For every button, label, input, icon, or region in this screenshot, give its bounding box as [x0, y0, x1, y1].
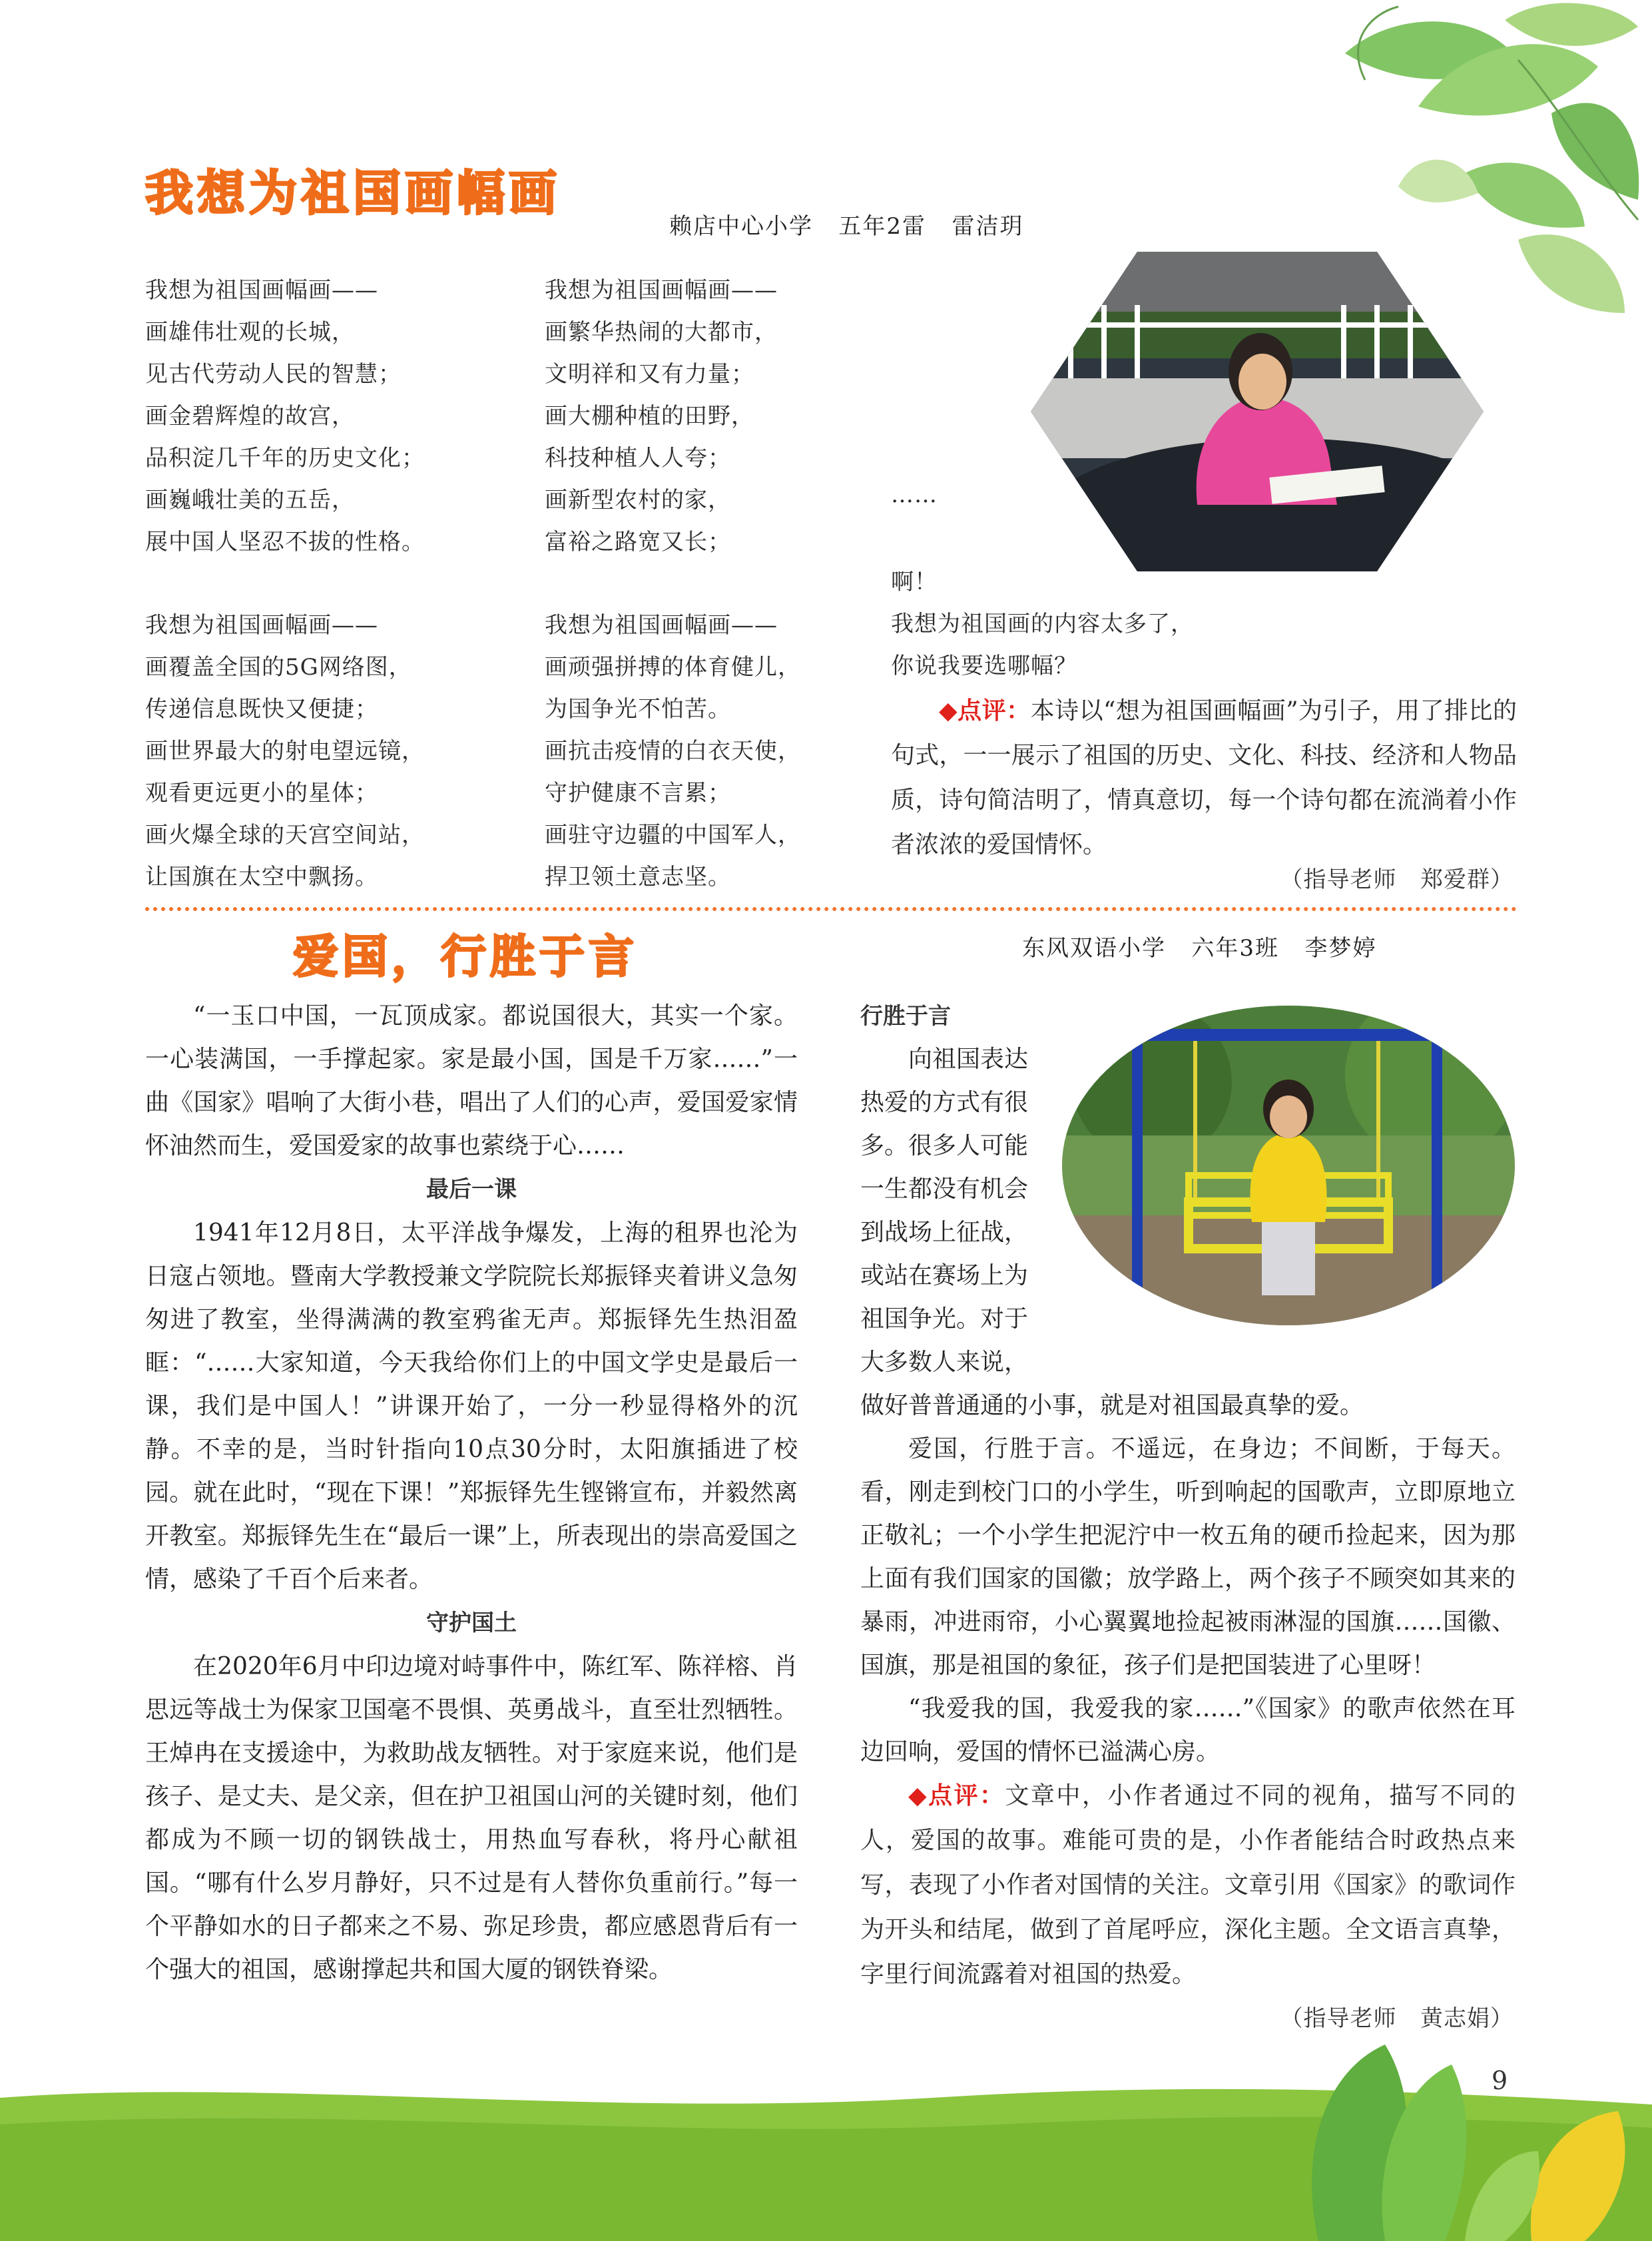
poem-line: 画巍峨壮美的五岳， — [145, 487, 355, 513]
poem-line: 让国旗在太空中飘扬。 — [145, 864, 378, 890]
poem-line: 画抗击疫情的白衣天使， — [545, 738, 801, 765]
poem-stanza-3 — [145, 605, 425, 898]
poem-line: 富裕之路宽又长； — [545, 529, 731, 555]
poem-line: 见古代劳动人民的智慧； — [145, 361, 402, 388]
poem-line: 品积淀几千年的历史文化； — [145, 445, 425, 472]
article2-right-column — [860, 1384, 1515, 1997]
section2-paragraph: 在2020年6月中印边境对峙事件中，陈红军、陈祥榕、肖思远等战士为保家卫国毫不畏惧、英勇战斗，直至壮烈牺牲。王焯冉在支援途中，为救助战友牺牲。对于家庭来说，他们是孩子、是丈夫、是父亲，但在护卫祖国山河的关键时刻，他们都成为不顾一切的钢铁战士，用热血写春秋，将丹心献祖国。“哪有什么岁月静好，只不过是有人替你负重前行。”每一个平静如水的日子都来之不易、弥足珍贵，都应感恩背后有一个强大的祖国，感谢撑起共和国大厦的钢铁脊梁。 — [145, 1653, 798, 1983]
article2-comment — [860, 1773, 1515, 1997]
poem-line: 画火爆全球的天宫空间站， — [145, 822, 425, 848]
poem-ellipsis: …… — [891, 481, 938, 508]
grass-footer-decoration — [0, 2018, 1652, 2241]
poem-line: 画驻守边疆的中国军人， — [545, 822, 801, 848]
poem-line: 画大棚种植的田野， — [545, 403, 754, 430]
poem-ending — [891, 561, 1194, 687]
section3-wrapped-lines — [860, 1038, 1028, 1384]
poem-stanza-1 — [145, 270, 425, 563]
article2-teacher: （指导老师 黄志娟） — [1280, 2005, 1514, 2032]
article2-byline: 东风双语小学 六年3班 李梦婷 — [1022, 935, 1377, 962]
section1-paragraph: 1941年12月8日，太平洋战争爆发，上海的租界也沦为日寇占领地。暨南大学教授兼文学院院长郑振铎夹着讲义急匆匆进了教室，坐得满满的教室鸦雀无声。郑振铎先生热泪盈眶：“……大家知道，今天我给你们上的中国文学史是最后一课，我们是中国人！”讲课开始了，一分一秒显得格外的沉静。不幸的是，当时针指向10点30分时，太阳旗插进了校园。就在此时，“现在下课！”郑振铎先生铿锵宣布，并毅然离开教室。郑振铎先生在“最后一课”上，所表现出的崇高爱国之情，感染了千百个后来者。 — [145, 1219, 798, 1593]
text-line: 或站在赛场上为 — [860, 1262, 1029, 1289]
article1-byline: 赖店中心小学 五年2雷 雷洁玥 — [669, 213, 1024, 240]
poem-line: 画顽强拼搏的体育健儿， — [545, 654, 801, 681]
section-heading: 守护国土 — [426, 1610, 517, 1636]
comment-text: 本诗以“想为祖国画幅画”为引子，用了排比的句式，一一展示了祖国的历史、文化、科技、经济和人物品质，诗句简洁明了，情真意切，每一个诗句都在流淌着小作者浓浓的爱国情怀。 — [891, 697, 1517, 858]
poem-line: 守护健康不言累； — [545, 780, 731, 806]
poem-line: 画新型农村的家， — [545, 487, 731, 513]
poem-stanza-4 — [545, 605, 801, 898]
article2-title: 爱国，行胜于言 — [293, 931, 639, 984]
poem-line: 你说我要选哪幅？ — [891, 653, 1077, 679]
text-line: 一生都没有机会 — [860, 1175, 1029, 1203]
intro-paragraph: “一玉口中国，一瓦顶成家。都说国很大，其实一个家。一心装满国，一手撑起家。家是最小国，国是千万家……”一曲《国家》唱响了大街小巷，唱出了人们的心声，爱国爱家情怀油然而生，爱国爱家的故事也萦绕于心…… — [145, 1002, 798, 1159]
section-heading: 行胜于言 — [860, 1003, 951, 1030]
article1-title: 我想为祖国画幅画 — [145, 165, 561, 221]
paragraph-3: “我爱我的国，我爱我的家……”《国家》的歌声依然在耳边回响，爱国的情怀已溢满心房。 — [860, 1695, 1515, 1765]
poem-line: 文明祥和又有力量； — [545, 361, 754, 388]
section-heading: 最后一课 — [426, 1176, 517, 1203]
page-number: 9 — [1492, 2066, 1508, 2095]
photo-girl-writing — [1031, 252, 1484, 571]
poem-line: 科技种植人人夸； — [545, 445, 731, 472]
poem-line: 啊！ — [891, 569, 938, 595]
comment-label: ◆点评： — [908, 1782, 1005, 1809]
poem-line: 我想为祖国画的内容太多了， — [891, 611, 1194, 637]
poem-line: 为国争光不怕苦。 — [545, 696, 731, 723]
text-line: 祖国争光。对于 — [860, 1305, 1029, 1333]
paragraph-2: 爱国，行胜于言。不遥远，在身边；不间断，于每天。看，刚走到校门口的小学生，听到响起的国歌声，立即原地立正敬礼；一个小学生把泥泞中一枚五角的硬币捡起来，因为那上面有我们国家的国徽；放学路上，两个孩子不顾突如其来的暴雨，冲进雨帘，小心翼翼地捡起被雨淋湿的国旗……国徽、国旗，那是祖国的象征，孩子们是把国装进了心里呀！ — [860, 1435, 1515, 1679]
text-line: 向祖国表达 — [908, 1046, 1029, 1073]
section-divider — [145, 907, 1517, 911]
text-line: 到战场上征战， — [860, 1219, 1029, 1246]
poem-line: 画雄伟壮观的长城， — [145, 319, 355, 346]
poem-line: 我想为祖国画幅画—— — [145, 277, 378, 304]
article1-comment — [891, 689, 1517, 867]
poem-line: 观看更远更小的星体； — [145, 780, 378, 806]
text-line: 热爱的方式有很 — [860, 1089, 1029, 1116]
text-line: 大多数人来说， — [860, 1349, 1029, 1376]
poem-line: 传递信息既快又便捷； — [145, 696, 378, 723]
photo-girl-swing — [1059, 1002, 1518, 1329]
poem-line: 我想为祖国画幅画—— — [145, 612, 378, 639]
article2-left-column — [145, 994, 798, 1991]
poem-line: 我想为祖国画幅画—— — [545, 612, 778, 639]
poem-line: 展中国人坚忍不拔的性格。 — [145, 529, 425, 555]
poem-line: 画覆盖全国的5G网络图， — [145, 654, 412, 681]
comment-text: 文章中，小作者通过不同的视角，描写不同的人，爱国的故事。难能可贵的是，小作者能结合时政热点来写，表现了小作者对国情的关注。文章引用《国家》的歌词作为开头和结尾，做到了首尾呼应，深化主题。全文语言真挚，字里行间流露着对祖国的热爱。 — [860, 1782, 1515, 1988]
text-line: 多。很多人可能 — [860, 1132, 1029, 1159]
article1-teacher: （指导老师 郑爱群） — [1280, 866, 1514, 893]
poem-stanza-2 — [545, 270, 778, 563]
poem-line: 画金碧辉煌的故宫， — [145, 403, 355, 430]
section3-tail: 做好普普通通的小事，就是对祖国最真挚的爱。 — [860, 1392, 1364, 1419]
poem-line: 画繁华热闹的大都市， — [545, 319, 778, 346]
poem-line: 画世界最大的射电望远镜， — [145, 738, 425, 765]
poem-line: 捍卫领土意志坚。 — [545, 864, 731, 890]
comment-label: ◆点评： — [939, 697, 1031, 725]
poem-line: 我想为祖国画幅画—— — [545, 277, 778, 304]
